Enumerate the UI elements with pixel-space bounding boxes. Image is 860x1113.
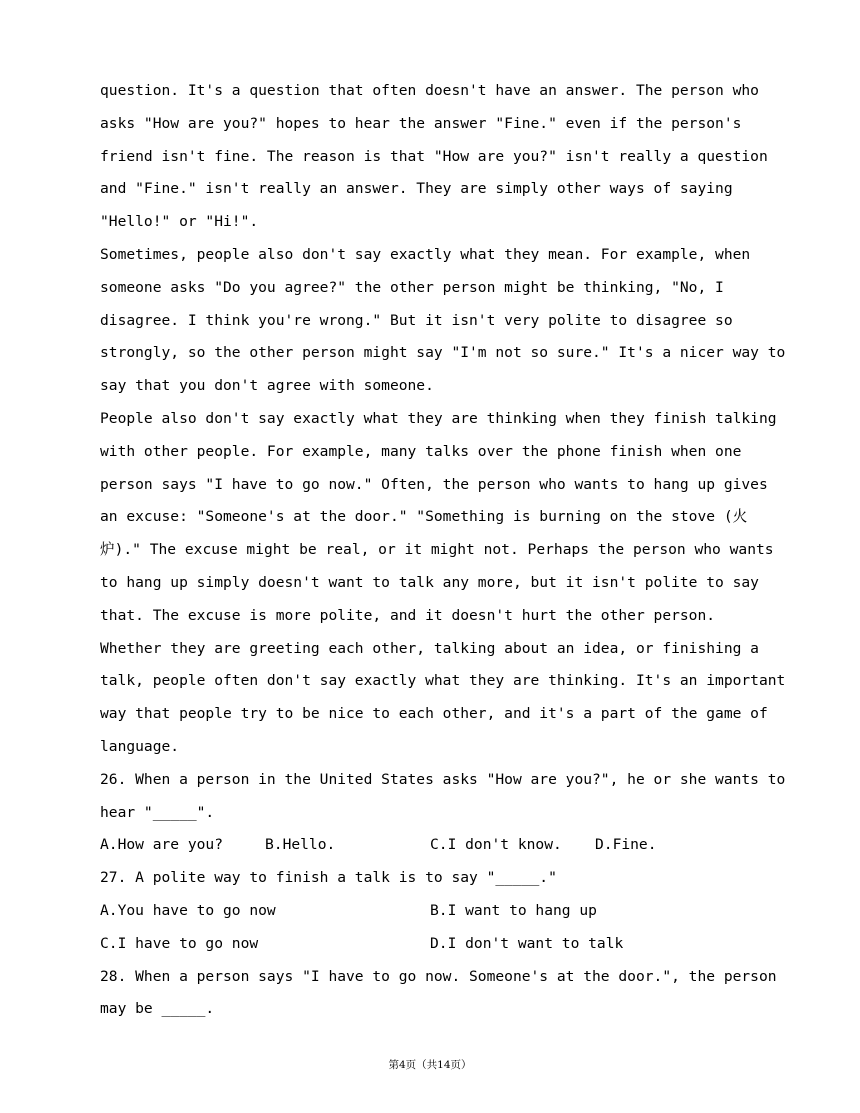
question-26 (100, 764, 786, 862)
passage-line: and "Fine." isn't really an answer. They are simply other ways of saying (100, 180, 733, 198)
answer-options (100, 829, 770, 862)
passage-line: 炉)." The excuse might be real, or it might not. Perhaps the person who wants (100, 541, 774, 559)
passage-line: language. (100, 737, 180, 755)
passage-line: friend isn't fine. The reason is that "How are you?" isn't really a question (100, 147, 768, 165)
passage-line: Sometimes, people also don't say exactly what they mean. For example, when (100, 245, 751, 263)
option-d: D.I don't want to talk (430, 934, 624, 952)
passage-line: person says "I have to go now." Often, the person who wants to hang up gives (100, 475, 768, 493)
option-b: B.Hello. (265, 836, 336, 854)
question-stem: 28. When a person says "I have to go now. Someone's at the door.", the person (100, 967, 777, 985)
passage-line: disagree. I think you're wrong." But it isn't very polite to disagree so (100, 311, 733, 329)
passage-line: that. The excuse is more polite, and it doesn't hurt the other person. (100, 606, 716, 624)
question-stem-continued: may be _____. (100, 1000, 215, 1018)
option-a: A.You have to go now (100, 901, 276, 919)
page-content (100, 75, 786, 1026)
passage-line: "Hello!" or "Hi!". (100, 213, 259, 231)
passage-line: someone asks "Do you agree?" the other person might be thinking, "No, I (100, 278, 724, 296)
answer-options-row-2 (100, 928, 770, 961)
question-stem: 26. When a person in the United States asks "How are you?", he or she wants to (100, 770, 786, 788)
question-28 (100, 961, 777, 1027)
passage-line: say that you don't agree with someone. (100, 377, 434, 395)
option-d: D.Fine. (595, 836, 657, 854)
passage-line: an excuse: "Someone's at the door." "Something is burning on the stove (火 (100, 508, 748, 526)
passage-line: asks "How are you?" hopes to hear the answer "Fine." even if the person's (100, 114, 742, 132)
passage-line: to hang up simply doesn't want to talk any more, but it isn't polite to say (100, 573, 759, 591)
passage-line: question. It's a question that often doesn't have an answer. The person who (100, 82, 759, 99)
answer-options-row-1 (100, 895, 770, 928)
passage-line: way that people try to be nice to each other, and it's a part of the game of (100, 705, 768, 723)
question-27 (100, 862, 770, 960)
reading-passage (100, 75, 786, 764)
passage-line: People also don't say exactly what they are thinking when they finish talking (100, 409, 777, 427)
option-c: C.I have to go now (100, 934, 259, 952)
option-b: B.I want to hang up (430, 901, 597, 919)
passage-line: strongly, so the other person might say "I'm not so sure." It's a nicer way to (100, 344, 786, 362)
question-stem: 27. A polite way to finish a talk is to say "_____." (100, 869, 557, 887)
option-c: C.I don't know. (430, 836, 562, 854)
passage-line: talk, people often don't say exactly what they are thinking. It's an important (100, 672, 786, 690)
page-number-footer: 第4页（共14页） (388, 1059, 472, 1071)
passage-line: Whether they are greeting each other, talking about an idea, or finishing a (100, 639, 759, 657)
question-stem-continued: hear "_____". (100, 803, 215, 821)
option-a: A.How are you? (100, 836, 224, 854)
passage-line: with other people. For example, many talks over the phone finish when one (100, 442, 742, 460)
